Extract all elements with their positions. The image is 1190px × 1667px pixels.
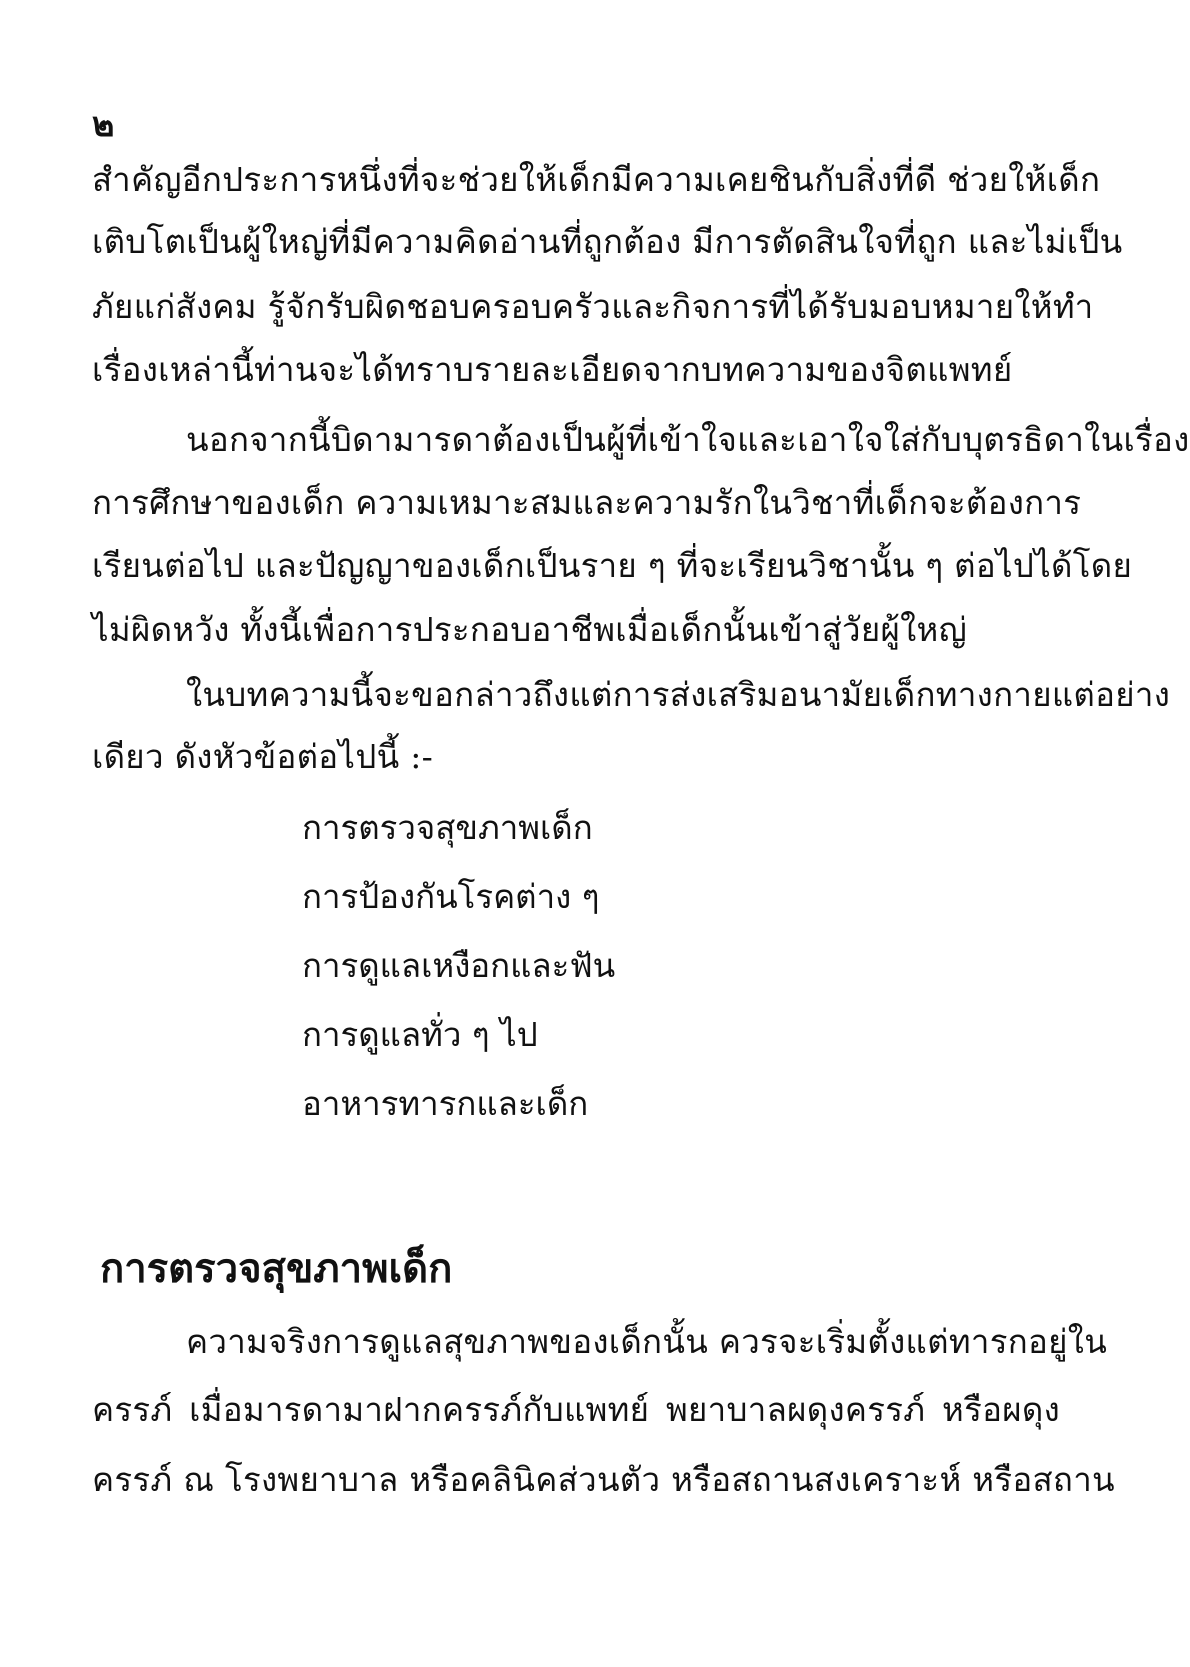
paragraph-line: ไม่ผิดหวัง ทั้งนี้เพื่อการประกอบอาชีพเมื่อเด็กนั้นเข้าสู่วัยผู้ใหญ่ [92, 610, 968, 649]
section-heading: การตรวจสุขภาพเด็ก [100, 1246, 453, 1292]
topic-item: การดูแลทั่ว ๆ ไป [302, 1015, 538, 1054]
paragraph-line: เรียนต่อไป และปัญญาของเด็กเป็นราย ๆ ที่จะเรียนวิชานั้น ๆ ต่อไปได้โดย [92, 546, 1133, 585]
paragraph-line: ความจริงการดูแลสุขภาพของเด็กนั้น ควรจะเริ่มตั้งแต่ทารกอยู่ใน [186, 1322, 1108, 1361]
paragraph-line: ครรภ์ เมื่อมารดามาฝากครรภ์กับแพทย์ พยาบาลผดุงครรภ์ หรือผดุง [92, 1390, 1060, 1429]
topic-item: อาหารทารกและเด็ก [302, 1084, 589, 1123]
paragraph-line: นอกจากนี้บิดามารดาต้องเป็นผู้ที่เข้าใจและเอาใจใส่กับบุตรธิดาในเรื่อง [186, 420, 1190, 459]
page-number: ๒ [92, 105, 115, 145]
paragraph-line: ในบทความนี้จะขอกล่าวถึงแต่การส่งเสริมอนามัยเด็กทางกายแต่อย่าง [186, 675, 1171, 714]
topic-item: การดูแลเหงือกและฟัน [302, 946, 616, 985]
paragraph-line: ครรภ์ ณ โรงพยาบาล หรือคลินิคส่วนตัว หรือสถานสงเคราะห์ หรือสถาน [92, 1460, 1115, 1499]
paragraph-line: สำคัญอีกประการหนึ่งที่จะช่วยให้เด็กมีความเคยชินกับสิ่งที่ดี ช่วยให้เด็ก [92, 160, 1101, 199]
paragraph-line: เติบโตเป็นผู้ใหญ่ที่มีความคิดอ่านที่ถูกต้อง มีการตัดสินใจที่ถูก และไม่เป็น [92, 222, 1123, 261]
paragraph-line: ภัยแก่สังคม รู้จักรับผิดชอบครอบครัวและกิจการที่ได้รับมอบหมายให้ทำ [92, 287, 1094, 326]
topic-item: การตรวจสุขภาพเด็ก [302, 808, 593, 847]
paragraph-line: เดียว ดังหัวข้อต่อไปนี้ :- [92, 737, 434, 776]
topic-item: การป้องกันโรคต่าง ๆ [302, 877, 600, 916]
paragraph-line: เรื่องเหล่านี้ท่านจะได้ทราบรายละเอียดจากบทความของจิตแพทย์ [92, 350, 1013, 389]
paragraph-line: การศึกษาของเด็ก ความเหมาะสมและความรักในวิชาที่เด็กจะต้องการ [92, 483, 1082, 522]
